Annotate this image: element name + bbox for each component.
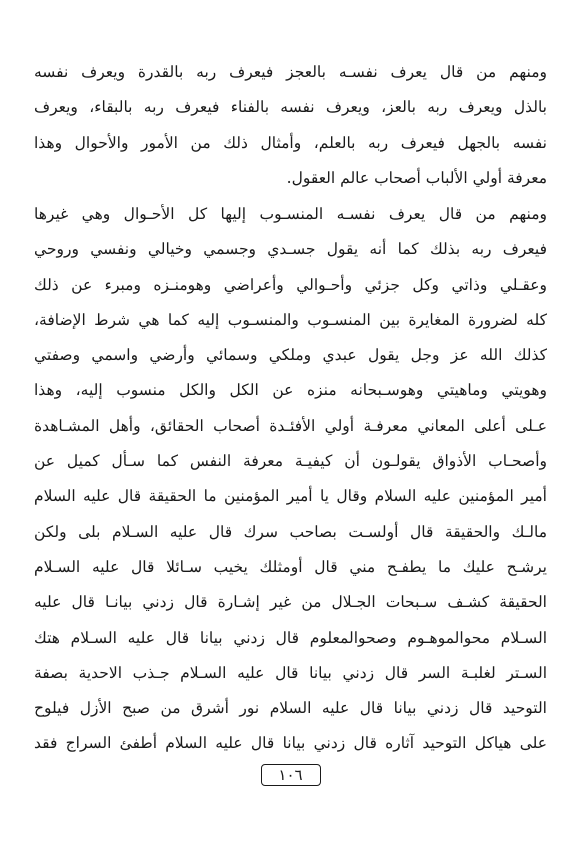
page-number: ١٠٦: [261, 764, 321, 786]
text-line: الحقيقة كشـف سـبحات الجـلال من غير إشـارة قال زدني بيانـا قال عليه: [34, 593, 547, 612]
text-line: ومنهم من قال يعرف نفسـه المنسـوب إليها كل الأحـوال وهي غيرها: [34, 205, 547, 223]
text-line: السـتر لغلبـة السر قال زدني بيانا قال عليه السـلام جـذب الاحدية بصفة: [34, 663, 547, 682]
paragraph-2: [34, 197, 547, 762]
text-line: وأصحـاب الأذواق يقولـون أن كيفيـة معرفة النفس كما سـأل كميل عن: [34, 452, 547, 471]
text-line: عـلى أعلى المعاني معرفـة أولي الأفئـدة أصحاب الحقائق، وأهل المشـاهدة: [34, 416, 547, 435]
page-number-footer: [0, 764, 581, 786]
text-line: كذلك الله عز وجل يقول عبدي وملكي وسمائي وأرضي واسمي وصفتي: [34, 346, 547, 365]
text-line: أمير المؤمنين عليه السلام وقال يا أمير المؤمنين ما الحقيقة قال عليه السلام: [34, 487, 547, 506]
text-line: السـلام محوالموهـوم وصحوالمعلوم قال زدني بيانا قال عليه السـلام هتك: [34, 628, 547, 647]
text-line: التوحيد قال زدني بيانا قال عليه السلام نور أشرق من صبح الأزل فيلوح: [34, 699, 547, 718]
text-line: وعقـلي وذاتي وكل جزئي وأحـوالي وأعراضي وهومنـزه ومبرء عن ذلك: [34, 275, 547, 294]
text-line: يرشـح عليك ما يطفـح مني قال أومثلك يخيب سـائلا قال عليه السـلام: [34, 557, 547, 576]
text-line: معرفة أولي الألباب أصحاب عالم العقول.: [286, 168, 547, 187]
text-line: بالذل ويعرف ربه بالعز، ويعرف نفسه بالفناء فيعرف ربه بالبقاء، ويعرف: [34, 98, 547, 117]
text-line: وهويتي وماهيتي وهوسـبحانه منزه عن الكل والكل منسوب إليه، وهذا: [34, 381, 547, 400]
text-line: فيعرف ربه بذلك كما أنه يقول جسـدي وجسمي وخيالي ونفسي وروحي: [34, 240, 547, 259]
text-line: ومنهم من قال يعرف نفسـه بالعجز فيعرف ربه بالقدرة ويعرف نفسه: [34, 63, 547, 81]
text-line: كله لضرورة المغايرة بين المنسـوب والمنسـوب إليه كما هي شرط الإضافة،: [34, 310, 547, 329]
text-line: نفسه بالجهل فيعرف ربه بالعلم، وأمثال ذلك من الأمور والأحوال وهذا: [34, 133, 547, 152]
text-line: مالـك والحقيقة قال أولسـت بصاحب سرك قال عليه السـلام بلى ولكن: [34, 522, 547, 541]
paragraph-1: [34, 55, 547, 196]
text-line: على هياكل التوحيد آثاره قال زدني بيانا قال عليه السلام أطفئ السراج فقد: [34, 734, 547, 753]
